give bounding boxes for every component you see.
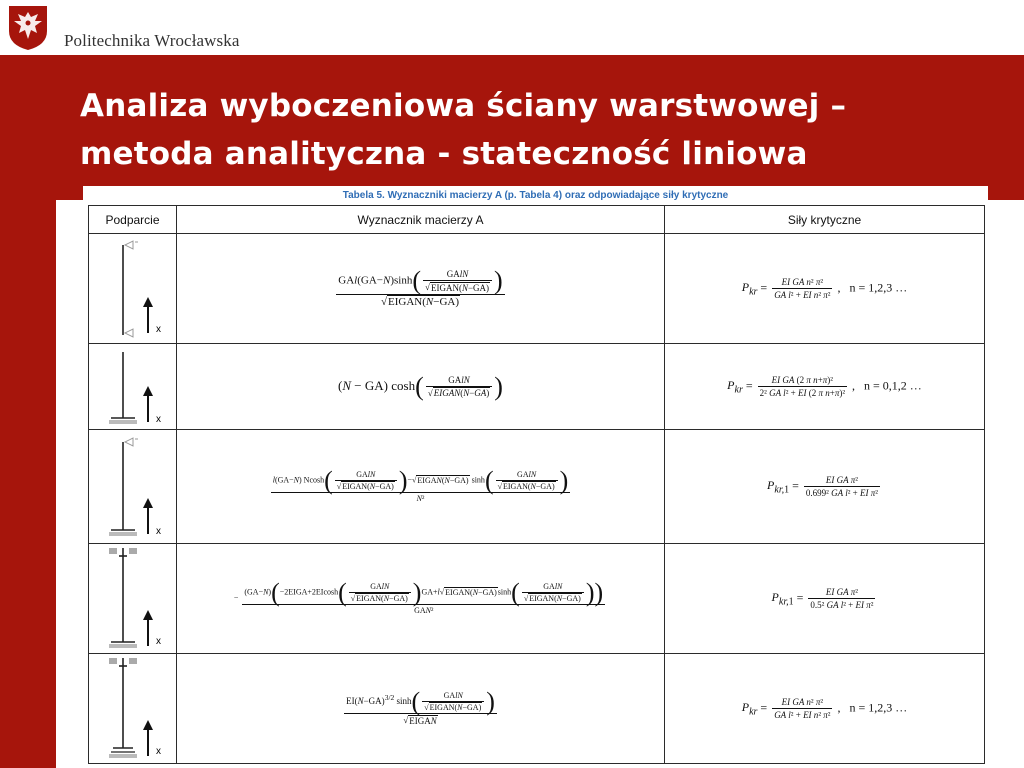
column-header-determinant: Wyznacznik macierzy A	[177, 206, 665, 234]
slide-title	[80, 82, 1010, 178]
table-row	[89, 544, 985, 654]
index-range: n = 0,1,2 …	[864, 378, 922, 393]
index-range: n = 1,2,3 …	[849, 280, 908, 295]
support-diagram-fixed-free	[89, 344, 177, 430]
determinant-cell: $EI(N-GA)^{3/2}$ sinh( $\frac{\text{GAlN}}{\text{√EIGAN(N−GA)}}$ ) √EIGAN	[177, 654, 665, 764]
axis-label-x: x	[155, 745, 161, 757]
axis-label-x: x	[155, 323, 161, 335]
column-header-critical-force: Siły krytyczne	[665, 206, 985, 234]
left-stripe	[0, 55, 56, 768]
table-header-row	[89, 206, 985, 234]
determinant-cell: GAl(GA−N)sinh( $\frac{\text{GAlN}}{\text{√EIGAN(N−GA)}}$ ) √EIGAN(N−GA)	[177, 234, 665, 344]
critical-force-cell: $P_{kr}$ = $\frac{\text{EI GA n² π²}}{\text{GA l² + EI n² π²}}$ , n = 1,2,3 …	[665, 654, 985, 764]
table-row	[89, 234, 985, 344]
beam-diagram	[93, 656, 173, 762]
beam-diagram	[93, 546, 173, 652]
critical-force-cell: $P_{kr}$ = $\frac{\text{EI GA (2 π n+π)²}}{\text{2² GA l² + EI (2 π n+π)²}}$ , n = 0,1,2 …	[665, 344, 985, 430]
column-header-support: Podparcie	[89, 206, 177, 234]
support-diagram-pinned-pinned	[89, 234, 177, 344]
support-diagram-fixed-guided	[89, 544, 177, 654]
determinant-cell: (N − GA) cosh( $\frac{\text{GAlN}}{\text{√EIGAN(N−GA)}}$ )	[177, 344, 665, 430]
support-diagram-fixed-sliding	[89, 654, 177, 764]
axis-label-x: x	[155, 413, 161, 425]
table-row	[89, 344, 985, 430]
beam-diagram	[93, 237, 173, 341]
beam-diagram	[93, 346, 173, 428]
critical-force-cell: $P_{kr}$ = $\frac{\text{EI GA n² π²}}{\text{GA l² + EI n² π²}}$ , n = 1,2,3 …	[665, 234, 985, 344]
critical-force-cell: $P_{kr,1}$ = $\frac{\text{EI GA π²}}{\text{0.699² GA l² + EI π²}}$	[665, 430, 985, 544]
table-row	[89, 654, 985, 764]
table-caption: Tabela 5. Wyznaczniki macierzy A (p. Tabela 4) oraz odpowiadające siły krytyczne	[342, 190, 729, 201]
axis-label-x: x	[155, 635, 161, 647]
beam-diagram	[93, 432, 173, 542]
support-diagram-fixed-pinned	[89, 430, 177, 544]
table-row	[89, 430, 985, 544]
determinant-cell: − (GA−N)(−2EIGA+2EIcosh( $\frac{\text{GAlN}}{\text{√EIGAN(N−GA)}}$ )GA+l√EIGAN(N−GA)sinh( $\frac{\text{GAlN}}{\text{√EIGAN(N−GA)}}$ )) GAN²	[177, 544, 665, 654]
slide-title-line-2: metoda analityczna - stateczność liniowa	[80, 136, 808, 172]
critical-force-cell: $P_{kr,1}$ = $\frac{\text{EI GA π²}}{\text{0.5² GA l² + EI π²}}$	[665, 544, 985, 654]
determinant-cell: l(GA−N) Ncosh( $\frac{\text{GAlN}}{\text{√EIGAN(N−GA)}}$ )−√EIGAN(N−GA) sinh( $\frac{\text{GAlN}}{\text{√EIGAN(N−GA)}}$ ) N²	[177, 430, 665, 544]
axis-label-x: x	[155, 525, 161, 537]
determinant-table	[88, 205, 985, 764]
table-figure	[83, 186, 988, 768]
eagle-crest-icon	[6, 3, 50, 51]
slide-title-line-1: Analiza wyboczeniowa ściany warstwowej –	[80, 88, 847, 124]
university-name: Politechnika Wrocławska	[64, 31, 240, 50]
index-range: n = 1,2,3 …	[849, 700, 908, 715]
top-bar	[0, 0, 1024, 55]
